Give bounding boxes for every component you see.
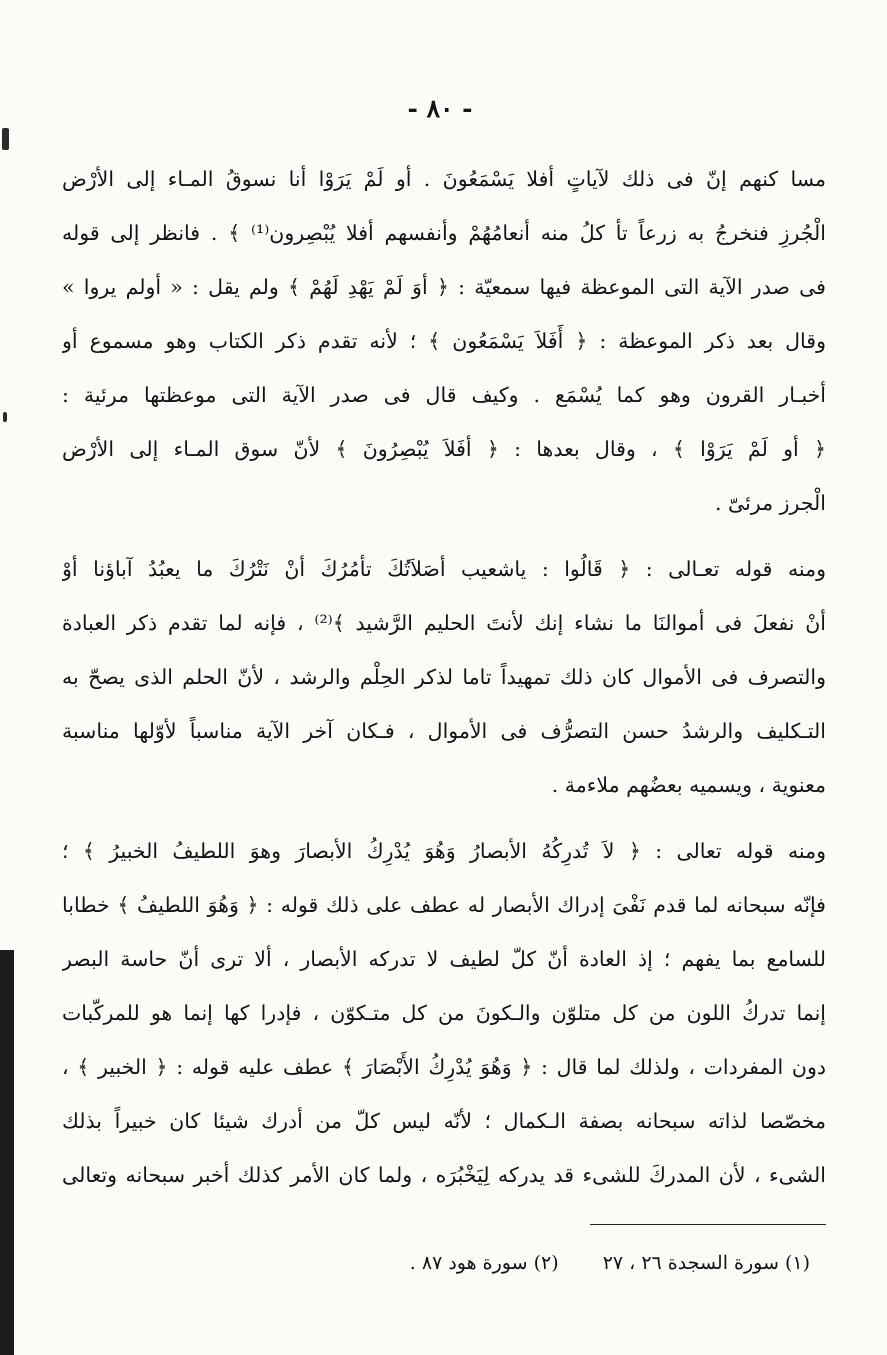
text-line: ومنه قوله تعالى : ﴿ لاَ تُدرِكُهُ الأبصارُ وَهُوَ يُدْرِكُ الأبصارَ وهوَ اللطيفُ الخبيرُ ﴾ ؛ [62, 839, 826, 863]
text-line: أخبـار القرون وهو كما يُسْمَع . وكيف قال فى صدر الآية التى موعظتها مرئية : [62, 383, 826, 407]
text-line: أنْ نفعلَ فى أموالنَا ما نشاء إنك لأنتَ الحليم الرَّشيد ﴾⁽²⁾ ، فإنه لما تقدم ذكر العبادة [62, 611, 826, 635]
text-line: التـكليف والرشدُ حسن التصرُّف فى الأموال ، فـكان آخر الآية مناسباً لأوّلها مناسبة [62, 719, 826, 743]
footnotes [300, 1252, 810, 1274]
footnote-1: (١) سورة السجدة ٢٦ ، ٢٧ [602, 1252, 810, 1274]
paragraph-gap [62, 812, 826, 824]
text-line: والتصرف فى الأموال كان ذلك تمهيداً تاما لذكر الحِلْم والرشد ، لأنّ الحلم الذى يصحّ به [62, 665, 826, 689]
main-text [62, 152, 826, 1202]
text-line: ومنه قوله تعـالى : ﴿ قَالُوا : ياشعيب أصَلاَتُكَ تأمُرُكَ أنْ نَتْرُكَ ما يعبُدُ آباؤنا أوْ [62, 557, 826, 581]
footnote-2: (٢) سورة هود ٨٧ . [409, 1252, 559, 1274]
text-line: معنوية ، ويسميه بعضُهم ملاءمة . [551, 773, 826, 797]
paragraph [62, 824, 826, 1202]
text-line: الْجُرزِ فنخرجُ به زرعاً تأ كلُ منه أنعامُهُمْ وأنفسهم أفلا يُبْصِرون⁽¹⁾ ﴾ . فانظر إلى قوله [62, 221, 826, 245]
text-line: مسا كنهم إنّ فى ذلك لآياتٍ أفلا يَسْمَعُونَ . أو لَمْ يَرَوْا أنا نسوقُ المـاء إلى الأرْض [62, 167, 826, 191]
text-line: وقال بعد ذكر الموعظة : ﴿ أَفَلاَ يَسْمَعُون ﴾ ؛ لأنه تقدم ذكر الكتاب وهو مسموع أو [62, 329, 826, 353]
scan-shadow-edge [0, 950, 14, 1355]
paragraph-gap [62, 530, 826, 542]
paragraph [62, 542, 826, 812]
page-number: - ٨٠ - [407, 94, 473, 123]
scan-margin-mark [2, 128, 9, 150]
text-line: إنما تدركُ اللون من كل متلوّن والـكونَ من كل متـكوّن ، فإدرا كها إنما هو للمركّبات [62, 1001, 826, 1025]
text-line: الْجرز مرئىّ . [714, 491, 826, 515]
text-line: مخصّصا لذاته سبحانه بصفة الـكمال ؛ لأنّه ليس كلّ من أدرك شيئا كان خبيراً بذلك [62, 1109, 826, 1133]
text-line: الشىء ، لأن المدركَ للشىء قد يدركه لِيَخْبُرَه ، ولما كان الأمر كذلك أخبر سبحانه وتعالى [62, 1163, 826, 1187]
text-line: دون المفردات ، ولذلك لما قال : ﴿ وَهُوَ يُدْرِكُ الأَبْصَارَ ﴾ عطف عليه قوله : ﴿ الخبير ﴾ ، [62, 1055, 826, 1079]
text-line: للسامع بما يفهم ؛ إذ العادة أنّ كلّ لطيف لا تدركه الأبصار ، ألا ترى أنّ حاسة البصر [62, 947, 826, 971]
text-line: فى صدر الآية التى الموعظة فيها سمعيّة : ﴿ أوَ لَمْ يَهْدِ لَهُمْ ﴾ ولم يقل : « أولم يروا » [62, 275, 826, 299]
footnote-separator [590, 1224, 826, 1225]
paragraph [62, 152, 826, 530]
text-line: فإنّه سبحانه لما قدم نَفْىَ إدراك الأبصار له عطف على ذلك قوله : ﴿ وَهُوَ اللطيفُ ﴾ خطابا [62, 893, 826, 917]
text-line: ﴿ أو لَمْ يَرَوْا ﴾ ، وقال بعدها : ﴿ أفَلاَ يُبْصِرُونَ ﴾ لأنّ سوق المـاء إلى الأرْض [62, 437, 826, 461]
scan-margin-mark [3, 412, 7, 422]
